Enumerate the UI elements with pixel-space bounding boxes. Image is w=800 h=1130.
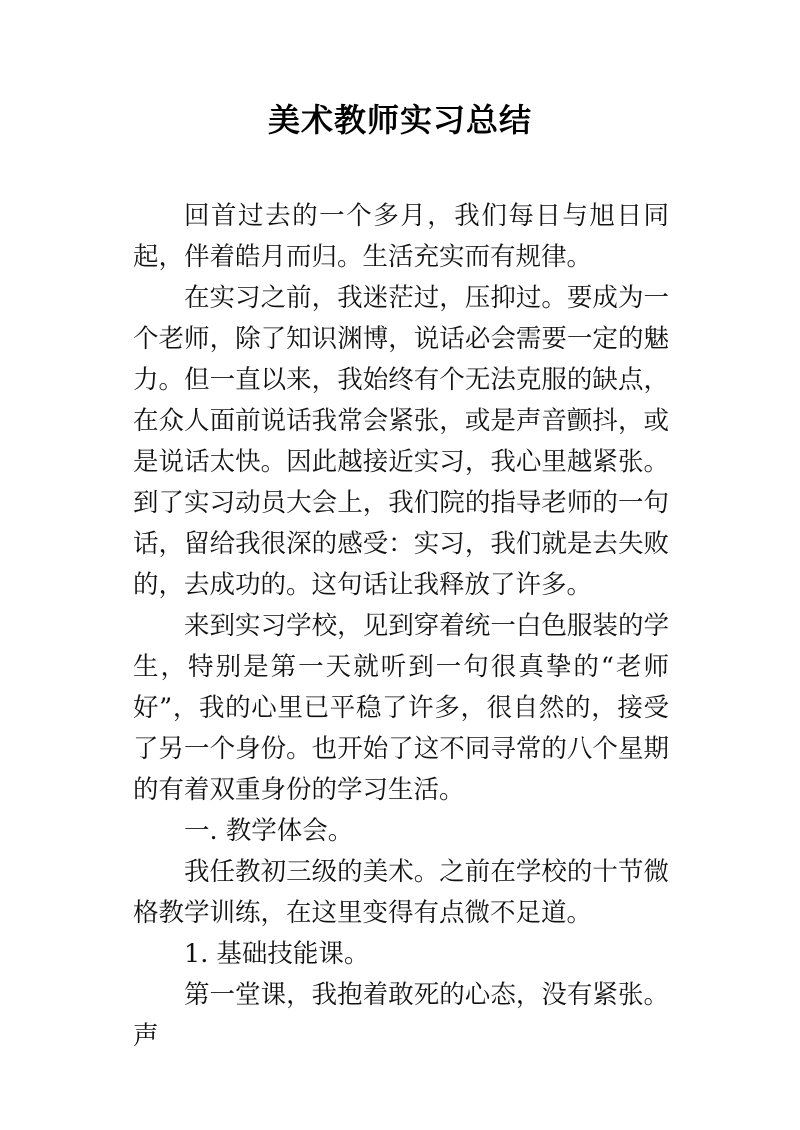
section-heading-teaching: 一. 教学体会。 <box>184 816 354 846</box>
paragraph-first-lesson: 第一堂课，我抱着敢死的心态，没有紧张。声 <box>133 980 669 1051</box>
document-body <box>133 196 669 1057</box>
subsection-heading-basic-skills: 1. 基础技能课。 <box>184 939 370 969</box>
paragraph-before-internship: 在实习之前，我迷茫过，压抑过。要成为一个老师，除了知识渊博，说话必会需要一定的魅力。但一直以来，我始终有个无法克服的缺点，在众人面前说话我常会紧张，或是声音颤抖，或是说话太快。因此越接近实习，我心里越紧张。到了实习动员大会上，我们院的指导老师的一句话，留给我很深的感受：实习，我们就是去失败的，去成功的。这句话让我释放了许多。 <box>133 283 669 600</box>
paragraph-intro: 回首过去的一个多月，我们每日与旭日同起，伴着皓月而归。生活充实而有规律。 <box>133 201 669 272</box>
document-title: 美术教师实习总结 <box>267 101 532 139</box>
paragraph-teaching: 我任教初三级的美术。之前在学校的十节微格教学训练，在这里变得有点微不足道。 <box>133 857 669 928</box>
paragraph-arrival: 来到实习学校，见到穿着统一白色服装的学生，特别是第一天就听到一句很真挚的“老师好”，我的心里已平稳了许多，很自然的，接受了另一个身份。也开始了这不同寻常的八个星期的有着双重身份的学习生活。 <box>133 611 669 805</box>
